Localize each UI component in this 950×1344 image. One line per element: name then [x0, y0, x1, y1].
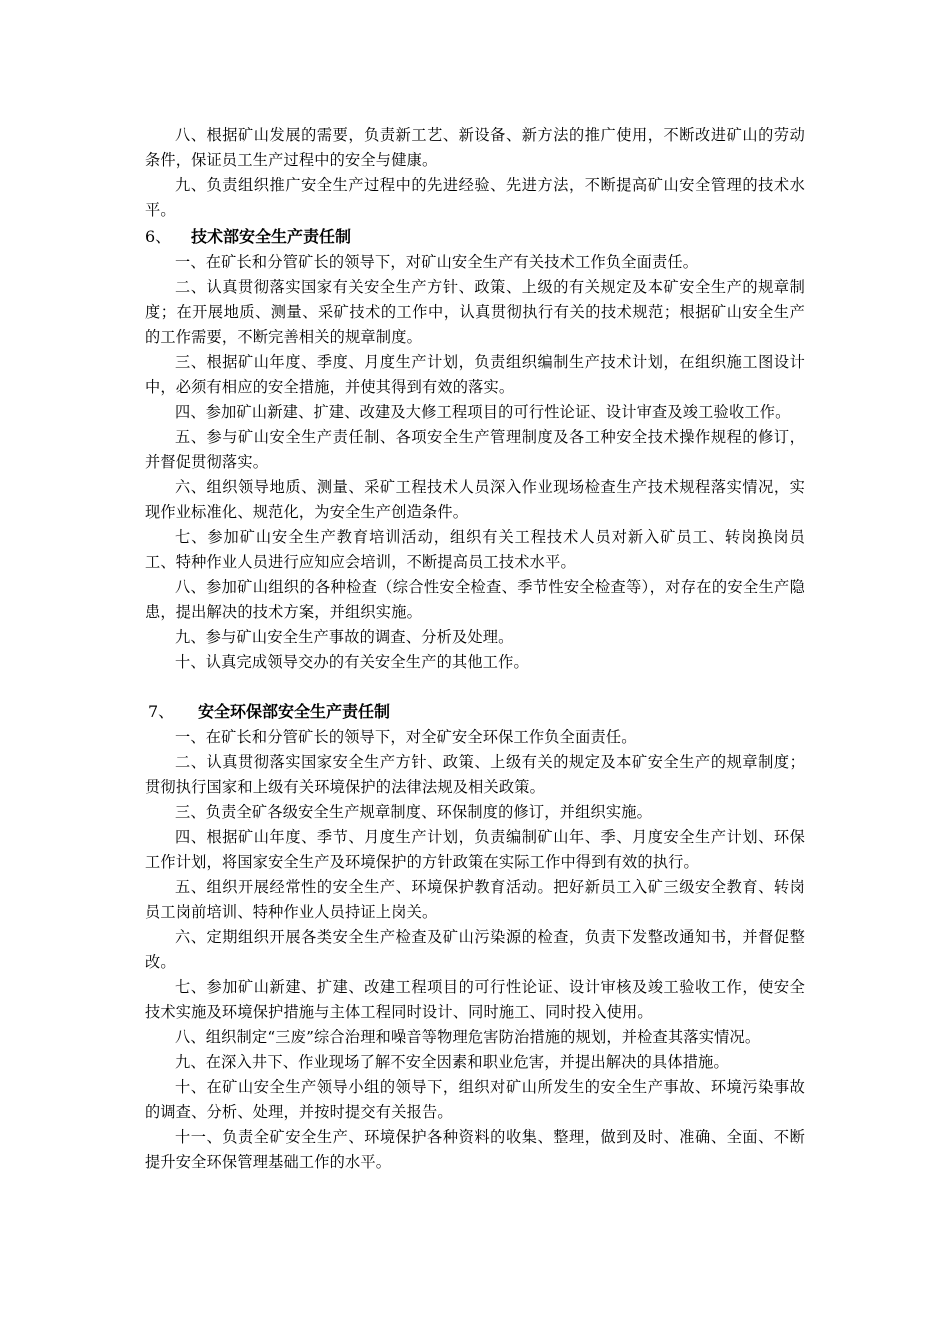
document-page — [145, 123, 805, 1175]
section-7-paragraph: 四、根据矿山年度、季节、月度生产计划，负责编制矿山年、季、月度安全生产计划、环保工作计划，将国家安全生产及环境保护的方针政策在实际工作中得到有效的执行。 — [145, 828, 805, 871]
section-7-paragraph: 六、定期组织开展各类安全生产检查及矿山污染源的检查，负责下发整改通知书，并督促整改。 — [145, 928, 805, 971]
section-6-heading — [145, 223, 805, 250]
section-6-paragraph: 四、参加矿山新建、扩建、改建及大修工程项目的可行性论证、设计审查及竣工验收工作。 — [175, 403, 791, 421]
section-7-paragraph: 一、在矿长和分管矿长的领导下，对全矿安全环保工作负全面责任。 — [175, 728, 637, 746]
section-6-paragraph: 二、认真贯彻落实国家有关安全生产方针、政策、上级的有关规定及本矿安全生产的规章制度；在开展地质、测量、采矿技术的工作中，认真贯彻执行有关的技术规范；根据矿山安全生产的工作需要，不断完善相关的规章制度。 — [145, 278, 805, 346]
section-7-number: 7、 — [148, 702, 175, 721]
section-7-paragraph: 五、组织开展经常性的安全生产、环境保护教育活动。把好新员工入矿三级安全教育、转岗员工岗前培训、特种作业人员持证上岗关。 — [145, 878, 805, 921]
section-7-paragraph: 二、认真贯彻落实国家安全生产方针、政策、上级有关的规定及本矿安全生产的规章制度；贯彻执行国家和上级有关环境保护的法律法规及相关政策。 — [145, 753, 805, 796]
intro-paragraph-9: 九、负责组织推广安全生产过程中的先进经验、先进方法，不断提高矿山安全管理的技术水平。 — [145, 176, 805, 219]
intro-paragraph-8: 八、根据矿山发展的需要，负责新工艺、新设备、新方法的推广使用，不断改进矿山的劳动条件，保证员工生产过程中的安全与健康。 — [145, 126, 805, 169]
section-7-title: 安全环保部安全生产责任制 — [198, 702, 391, 721]
section-6-paragraph: 三、根据矿山年度、季度、月度生产计划，负责组织编制生产技术计划，在组织施工图设计中，必须有相应的安全措施，并使其得到有效的落实。 — [145, 353, 805, 396]
section-6-paragraph: 六、组织领导地质、测量、采矿工程技术人员深入作业现场检查生产技术规程落实情况，实现作业标准化、规范化，为安全生产创造条件。 — [145, 478, 805, 521]
section-7-paragraph: 十一、负责全矿安全生产、环境保护各种资料的收集、整理，做到及时、准确、全面、不断提升安全环保管理基础工作的水平。 — [145, 1128, 805, 1171]
section-6-paragraph: 五、参与矿山安全生产责任制、各项安全生产管理制度及各工种安全技术操作规程的修订，并督促贯彻落实。 — [145, 428, 805, 471]
section-6-paragraph: 十、认真完成领导交办的有关安全生产的其他工作。 — [175, 653, 529, 671]
section-7-paragraph: 八、组织制定“三废”综合治理和噪音等物理危害防治措施的规划，并检查其落实情况。 — [175, 1028, 761, 1046]
section-6-paragraph: 七、参加矿山安全生产教育培训活动，组织有关工程技术人员对新入矿员工、转岗换岗员工、特种作业人员进行应知应会培训，不断提高员工技术水平。 — [145, 528, 805, 571]
section-6-title: 技术部安全生产责任制 — [191, 227, 352, 246]
section-6-paragraph: 九、参与矿山安全生产事故的调查、分析及处理。 — [175, 628, 514, 646]
section-7-paragraph: 九、在深入井下、作业现场了解不安全因素和职业危害，并提出解决的具体措施。 — [175, 1053, 729, 1071]
section-7-paragraph: 七、参加矿山新建、扩建、改建工程项目的可行性论证、设计审核及竣工验收工作，使安全技术实施及环境保护措施与主体工程同时设计、同时施工、同时投入使用。 — [145, 978, 805, 1021]
section-6-paragraph: 八、参加矿山组织的各种检查（综合性安全检查、季节性安全检查等），对存在的安全生产隐患，提出解决的技术方案，并组织实施。 — [145, 578, 805, 621]
section-7-paragraph: 三、负责全矿各级安全生产规章制度、环保制度的修订，并组织实施。 — [175, 803, 653, 821]
section-6-paragraph: 一、在矿长和分管矿长的领导下，对矿山安全生产有关技术工作负全面责任。 — [175, 253, 699, 271]
section-7-paragraph: 十、在矿山安全生产领导小组的领导下，组织对矿山所发生的安全生产事故、环境污染事故的调查、分析、处理，并按时提交有关报告。 — [145, 1078, 805, 1121]
section-7-heading — [145, 698, 805, 725]
section-6-number: 6、 — [145, 227, 172, 246]
